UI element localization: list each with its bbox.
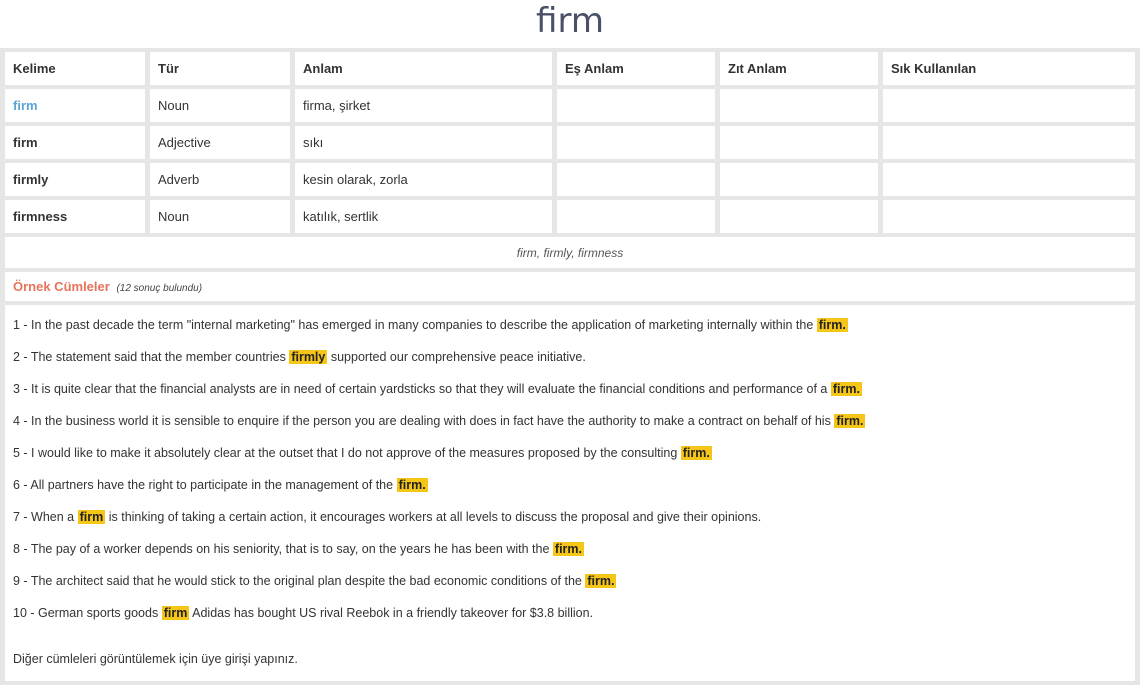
header-es-anlam: Eş Anlam bbox=[557, 52, 715, 85]
word-type: Noun bbox=[150, 89, 290, 122]
examples-header bbox=[5, 272, 1135, 301]
word-meaning: sıkı bbox=[295, 126, 552, 159]
highlighted-word: firm. bbox=[587, 574, 615, 588]
example-sentence bbox=[13, 539, 1135, 571]
example-sentence bbox=[13, 315, 1135, 347]
highlighted-word: firm. bbox=[818, 318, 846, 332]
example-sentence bbox=[13, 443, 1135, 475]
sentence-text: supported our comprehensive peace initiative. bbox=[330, 350, 586, 364]
word-meaning: katılık, sertlik bbox=[295, 200, 552, 233]
highlighted-word: firm bbox=[79, 510, 104, 524]
header-tur: Tür bbox=[150, 52, 290, 85]
example-sentence bbox=[13, 347, 1135, 379]
highlighted-word: firm. bbox=[682, 446, 710, 460]
word-cell: firmness bbox=[5, 200, 145, 233]
table-row bbox=[5, 163, 1135, 196]
sentence-text: 9 - The architect said that he would stick to the original plan despite the bad economic conditions of the bbox=[13, 574, 582, 588]
sentence-text: 8 - The pay of a worker depends on his seniority, that is to say, on the years he has been with the bbox=[13, 542, 550, 556]
highlighted-word: firm. bbox=[554, 542, 582, 556]
table-row bbox=[5, 200, 1135, 233]
sentence-text: 5 - I would like to make it absolutely clear at the outset that I do not approve of the measures proposed by the consulting bbox=[13, 446, 678, 460]
header-anlam: Anlam bbox=[295, 52, 552, 85]
sentence-text: is thinking of taking a certain action, it encourages workers at all levels to discuss the proposal and give their opinions. bbox=[108, 510, 762, 524]
word-antonym bbox=[720, 163, 878, 196]
sentence-text: 1 - In the past decade the term "internal marketing" has emerged in many companies to describe the application of marketing internally within the bbox=[13, 318, 814, 332]
login-prompt[interactable]: Diğer cümleleri görüntülemek için üye girişi yapınız. bbox=[13, 652, 298, 666]
word-antonym bbox=[720, 126, 878, 159]
sentence-text: 6 - All partners have the right to participate in the management of the bbox=[13, 478, 394, 492]
sentence-text: Adidas has bought US rival Reebok in a friendly takeover for $3.8 billion. bbox=[192, 606, 594, 620]
examples-count: (12 sonuç bulundu) bbox=[116, 283, 203, 294]
word-type: Adjective bbox=[150, 126, 290, 159]
word-synonym bbox=[557, 163, 715, 196]
example-sentence bbox=[13, 411, 1135, 443]
sentence-text: 10 - German sports goods bbox=[13, 606, 159, 620]
word-variants: firm, firmly, firmness bbox=[5, 237, 1135, 268]
word-type: Adverb bbox=[150, 163, 290, 196]
word-table bbox=[0, 48, 1140, 685]
word-synonym bbox=[557, 89, 715, 122]
example-sentence bbox=[13, 571, 1135, 603]
word-cell: firm bbox=[5, 126, 145, 159]
sentence-text: 2 - The statement said that the member countries bbox=[13, 350, 286, 364]
sentence-text: 7 - When a bbox=[13, 510, 75, 524]
word-antonym bbox=[720, 200, 878, 233]
word-synonym bbox=[557, 126, 715, 159]
header-kelime: Kelime bbox=[5, 52, 145, 85]
word-link[interactable]: firm bbox=[5, 89, 145, 122]
examples-header-row bbox=[5, 272, 1135, 301]
example-sentence bbox=[13, 507, 1135, 539]
word-type: Noun bbox=[150, 200, 290, 233]
word-common bbox=[883, 126, 1135, 159]
examples-body-row bbox=[5, 305, 1135, 681]
example-sentences bbox=[5, 305, 1135, 681]
header-zit-anlam: Zıt Anlam bbox=[720, 52, 878, 85]
highlighted-word: firm bbox=[163, 606, 188, 620]
table-header-row bbox=[5, 52, 1135, 85]
example-sentence bbox=[13, 603, 1135, 635]
word-meaning: kesin olarak, zorla bbox=[295, 163, 552, 196]
variants-row bbox=[5, 237, 1135, 268]
word-synonym bbox=[557, 200, 715, 233]
highlighted-word: firm. bbox=[398, 478, 426, 492]
highlighted-word: firmly bbox=[291, 350, 326, 364]
word-common bbox=[883, 200, 1135, 233]
word-meaning: firma, şirket bbox=[295, 89, 552, 122]
word-common bbox=[883, 163, 1135, 196]
word-antonym bbox=[720, 89, 878, 122]
table-row bbox=[5, 89, 1135, 122]
sentence-text: 4 - In the business world it is sensible to enquire if the person you are dealing with does in fact have the authority to make a contract on behalf of his bbox=[13, 414, 831, 428]
word-common bbox=[883, 89, 1135, 122]
header-sik-kullanilan: Sık Kullanılan bbox=[883, 52, 1135, 85]
highlighted-word: firm. bbox=[832, 382, 860, 396]
sentence-text: 3 - It is quite clear that the financial analysts are in need of certain yardsticks so that they will evaluate the financial conditions and performance of a bbox=[13, 382, 828, 396]
example-sentence bbox=[13, 475, 1135, 507]
highlighted-word: firm. bbox=[836, 414, 864, 428]
word-cell: firmly bbox=[5, 163, 145, 196]
example-sentence bbox=[13, 379, 1135, 411]
table-row bbox=[5, 126, 1135, 159]
page-title: firm bbox=[536, 1, 604, 41]
examples-title: Örnek Cümleler bbox=[13, 279, 110, 294]
